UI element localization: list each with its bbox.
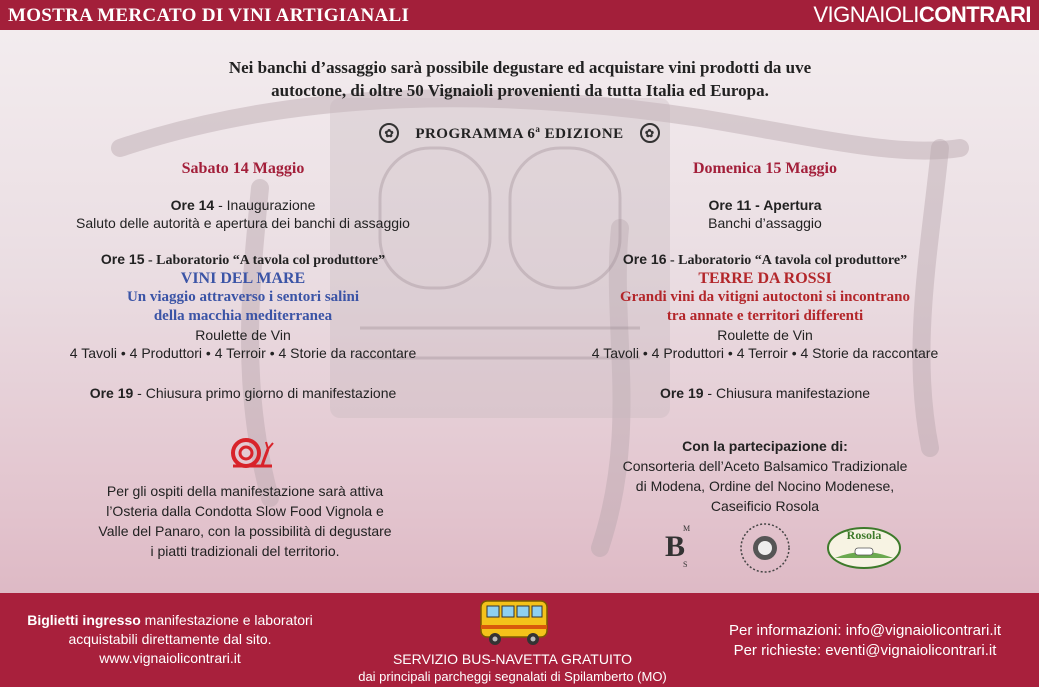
- balsamico-consorteria-logo: M B S: [665, 524, 691, 569]
- vignaioli-contrari-logo: [813, 2, 1031, 28]
- partner-logos: [655, 518, 915, 578]
- partners-heading: Con la partecipazione di:: [682, 438, 848, 454]
- nocino-order-seal-icon: [737, 520, 793, 576]
- day-title: Domenica 15 Maggio: [693, 160, 837, 177]
- rosola-logo: Rosola: [825, 522, 903, 572]
- school-bus-icon: [475, 595, 555, 651]
- event-description: Saluto delle autorità e apertura dei banchi di assaggio: [76, 215, 410, 231]
- lab-subtitle: Grandi vini da vitigni autoctoni si incontrano: [619, 289, 911, 305]
- intro-line: Nei banchi d’assaggio sarà possibile degustare ed acquistare vini prodotti da uve: [228, 58, 812, 77]
- osteria-info: Per gli ospiti della manifestazione sarà attiva l’Osteria dalla Condotta Slow Food Vignola e Valle del Panaro, con la possibilità di degustare i piatti tradizionali del territorio.: [98, 483, 392, 559]
- top-banner: [0, 0, 1039, 30]
- event-title: Ore 19 - Chiusura primo giorno di manifestazione: [89, 385, 397, 401]
- program-title: PROGRAMMA 6$^a$ EDIZIONE: [415, 123, 624, 142]
- roulette-label: Roulette de Vin: [717, 327, 813, 343]
- lab-name: TERRE DA ROSSI: [698, 270, 832, 287]
- intro-line: autoctone, di oltre 50 Vignaioli provenienti da tutta Italia ed Europa.: [271, 81, 769, 100]
- event-title: Ore 11 - Apertura: [708, 197, 822, 213]
- contact-info: [690, 621, 1039, 661]
- roulette-label: Roulette de Vin: [195, 327, 291, 343]
- lab-subtitle: tra annate e territori differenti: [666, 308, 864, 324]
- program-heading: [0, 123, 1039, 143]
- website-link[interactable]: www.vignaiolicontrari.it: [99, 650, 241, 666]
- tables-info: 4 Tavoli • 4 Produttori • 4 Terroir • 4 Storie da raccontare: [591, 345, 939, 361]
- grape-leaf-icon: ✿: [640, 123, 660, 143]
- event-title: Ore 19 - Chiusura manifestazione: [659, 385, 871, 401]
- event-description: Banchi d’assaggio: [708, 215, 822, 231]
- partners-info: Con la partecipazione di: Consorteria dell’Aceto Balsamico Tradizionale di Modena, Ordine del Nocino Modenese, Caseificio Rosola: [560, 436, 970, 516]
- footer-bar: [0, 593, 1039, 687]
- logo-text-vignaioli: VIGNAIOLI: [813, 2, 919, 27]
- shuttle-title: SERVIZIO BUS-NAVETTA GRATUITO: [392, 651, 633, 667]
- tickets-info: Biglietti ingresso manifestazione e laboratori acquistabili direttamente dal sito. www.vignaiolicontrari.it: [0, 611, 340, 668]
- logo-text-contrari: CONTRARI: [918, 2, 1031, 27]
- banner-title: MOSTRA MERCATO DI VINI ARTIGIANALI: [8, 5, 410, 26]
- event-title: Ore 15 - Laboratorio “A tavola col produttore”: [100, 251, 386, 268]
- sunday-schedule: [530, 158, 1000, 402]
- saturday-schedule: [8, 158, 478, 402]
- shuttle-subtitle: dai principali parcheggi segnalati di Spilamberto (MO): [358, 669, 667, 684]
- events-email[interactable]: Per richieste: eventi@vignaiolicontrari.it: [733, 642, 997, 659]
- lab-subtitle: Un viaggio attraverso i sentori salini: [126, 289, 360, 305]
- day-title: Sabato 14 Maggio: [181, 160, 305, 177]
- shuttle-info: [340, 593, 685, 687]
- tables-info: 4 Tavoli • 4 Produttori • 4 Terroir • 4 Storie da raccontare: [69, 345, 417, 361]
- grape-leaf-icon: ✿: [379, 123, 399, 143]
- intro-text: [60, 56, 980, 102]
- event-title: Ore 16 - Laboratorio “A tavola col produttore”: [622, 251, 908, 268]
- info-email[interactable]: Per informazioni: info@vignaiolicontrari.it: [728, 622, 1001, 639]
- lab-name: VINI DEL MARE: [180, 270, 306, 287]
- slow-food-snail-icon: [228, 433, 276, 473]
- lab-subtitle: della macchia mediterranea: [153, 308, 333, 324]
- event-title: Ore 14 - Inaugurazione: [170, 197, 316, 213]
